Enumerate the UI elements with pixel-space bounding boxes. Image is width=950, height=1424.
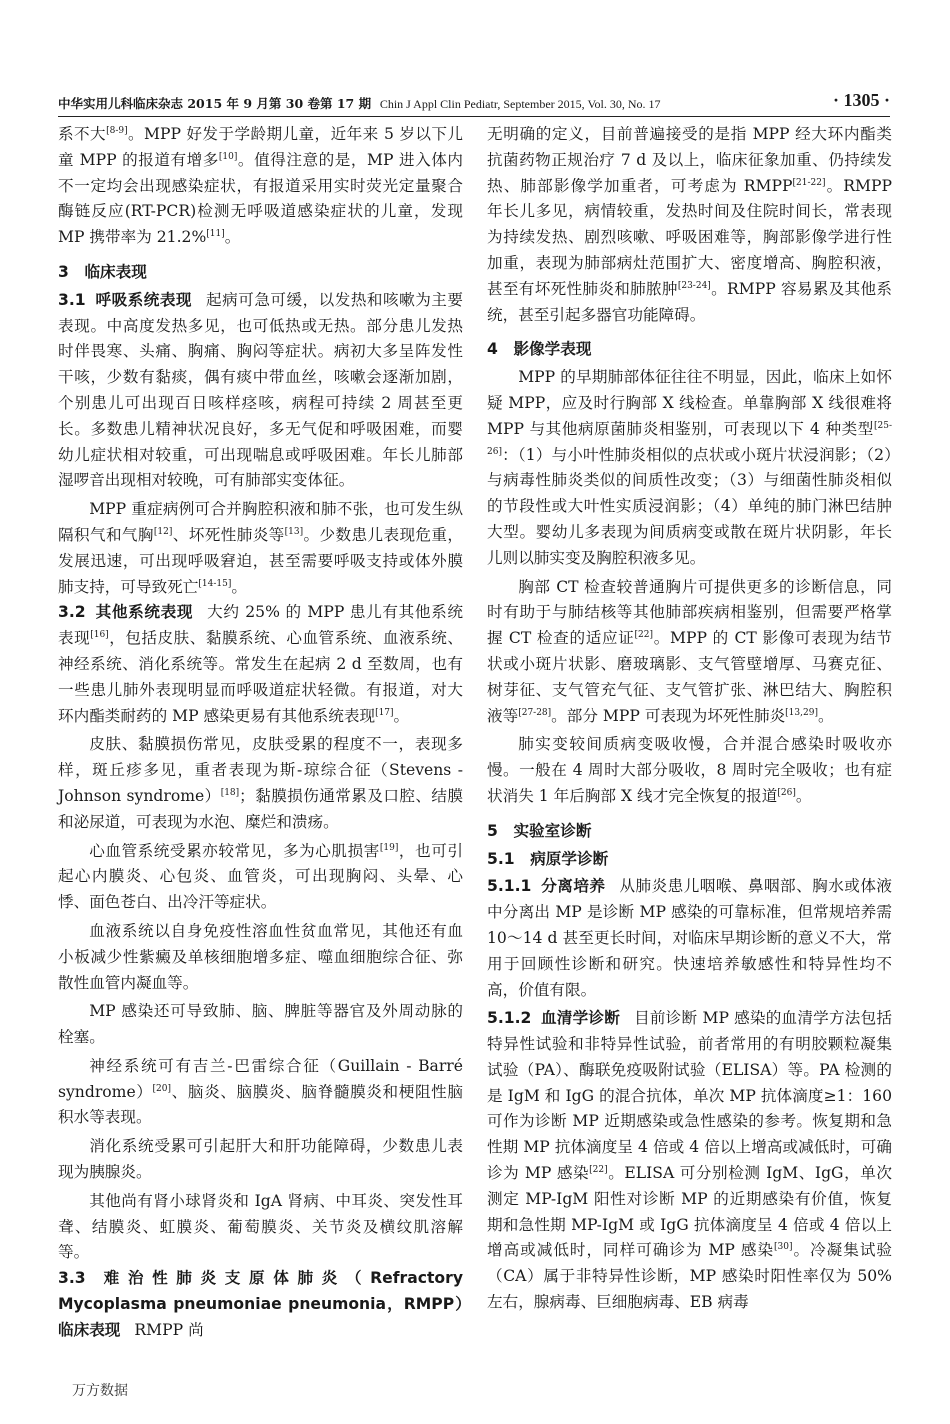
paragraph: 神经系统可有吉兰-巴雷综合征（Guillain - Barré syndrome）[20]、脑炎、脑膜炎、脑脊髓膜炎和梗阻性脑积水等表现。 bbox=[58, 1056, 463, 1127]
paragraph: 皮肤、黏膜损伤常见，皮肤受累的程度不一，表现多样，斑丘疹多见，重者表现为斯-琼综合征（Stevens - Johnson syndrome）[18]；黏膜损伤通常累及口腔、结膜和泌尿道，可表现为水泡、糜烂和溃疡。 bbox=[58, 735, 463, 831]
citation: [22] bbox=[634, 629, 654, 640]
paragraph: MPP 重症病例可合并胸腔积液和肺不张，也可发生纵隔积气和气胸[12]、坏死性肺炎等[13]。少数患儿表现危重，发展迅速，可出现呼吸窘迫，甚至需要呼吸支持或体外膜肺支持，可导致死亡[14-15]。 bbox=[58, 500, 463, 596]
citation: [23-24] bbox=[677, 280, 711, 291]
citation: [20] bbox=[152, 1083, 172, 1094]
section-heading-3: 3 临床表现 bbox=[58, 262, 147, 281]
paragraph: 3.1 呼吸系统表现 起病可急可缓，以发热和咳嗽为主要表现。中高度发热多见，也可低热或无热。部分患儿发热时伴畏寒、头痛、胸痛、胸闷等症状。病初大多呈阵发性干咳，少数有黏痰，偶有痰中带血丝，咳嗽会逐渐加剧，个别患儿可出现百日咳样痉咳，病程可持续 2 周甚至更长。多数患儿精神状况良好，多无气促和呼吸困难，而婴幼儿症状相对较重，可出现喘息或呼吸困难。年长儿肺部湿啰音出现相对较晚，可有肺部实变体征。 bbox=[58, 290, 463, 490]
header-rule bbox=[58, 116, 890, 117]
journal-title-en: Chin J Appl Clin Pediatr, September 2015, Vol. 30, No. 17 bbox=[379, 97, 661, 111]
citation: [14-15] bbox=[198, 578, 232, 589]
paragraph: 心血管系统受累亦较常见，多为心肌损害[19]，也可引起心内膜炎、心包炎、血管炎，可出现胸闷、头晕、心悸、面色苍白、出冷汗等症状。 bbox=[58, 841, 463, 912]
subsection-heading-3-1: 3.1 呼吸系统表现 bbox=[58, 290, 193, 309]
footer-watermark: 万方数据 bbox=[72, 1383, 128, 1399]
citation: [8-9] bbox=[106, 125, 128, 136]
left-column bbox=[58, 122, 463, 1344]
citation: [27-28] bbox=[518, 707, 552, 718]
citation: [12] bbox=[153, 526, 173, 537]
paragraph: 无明确的定义，目前普遍接受的是指 MPP 经大环内酯类抗菌药物正规治疗 7 d 及以上，临床征象加重、仍持续发热、肺部影像学加重者，可考虑为 RMPP[21-22]。RMPP 年长儿多见，病情较重，发热时间及住院时间长，常表现为持续发热、剧烈咳嗽、呼吸困难等，胸部影像学进行性加重，表现为肺部病灶范围扩大、密度增高、胸腔积液，甚至有坏死性肺炎和肺脓肿[23-24]。RMPP 容易累及其他系统，甚至引起多器官功能障碍。 bbox=[487, 125, 892, 324]
paragraph: 消化系统受累可引起肝大和肝功能障碍，少数患儿表现为胰腺炎。 bbox=[58, 1137, 463, 1182]
subsection-heading-3-2: 3.2 其他系统表现 bbox=[58, 603, 194, 622]
paragraph: 3.3 难治性肺炎支原体肺炎（Refractory Mycoplasma pneumoniae pneumonia，RMPP）临床表现 RMPP 尚 bbox=[58, 1269, 463, 1339]
paragraph: 胸部 CT 检查较普通胸片可提供更多的诊断信息，同时有助于与肺结核等其他肺部疾病相鉴别，但需要严格掌握 CT 检查的适应证[22]。MPP 的 CT 影像可表现为结节状或小斑片状影、磨玻璃影、支气管壁增厚、马赛克征、树芽征、支气管充气征、支气管扩张、淋巴结大、胸腔积液等[27-28]。部分 MPP 可表现为坏死性肺炎[13,29]。 bbox=[487, 577, 892, 725]
page-number: · 1305 · bbox=[832, 90, 890, 110]
subsection-heading-5-1-2: 5.1.2 血清学诊断 bbox=[487, 1009, 621, 1028]
paragraph: MP 感染还可导致肺、脑、脾脏等器官及外周动脉的栓塞。 bbox=[58, 1002, 463, 1047]
paragraph: 系不大[8-9]。MPP 好发于学龄期儿童，近年来 5 岁以下儿童 MPP 的报道有增多[10]。值得注意的是，MP 进入体内不一定均会出现感染症状，有报道采用实时荧光定量聚合酶链反应(RT-PCR)检测无呼吸道感染症状的儿童，发现 MP 携带率为 21.2%[11]。 bbox=[58, 125, 463, 247]
citation: [19] bbox=[379, 842, 399, 853]
citation: [18] bbox=[220, 787, 240, 798]
subsection-heading-3-3: 3.3 难治性肺炎支原体肺炎（Refractory Mycoplasma pneumoniae pneumonia，RMPP）临床表现 bbox=[58, 1269, 463, 1339]
citation: [25-26] bbox=[487, 420, 892, 457]
paragraph: 5.1.1 分离培养 从肺炎患儿咽喉、鼻咽部、胸水或体液中分离出 MP 是诊断 MP 感染的可靠标准，但常规培养需 10～14 d 甚至更长时间，对临床早期诊断的意义不大，常用于回顾性诊断和研究。快速培养敏感性和特异性均不高，价值有限。 bbox=[487, 877, 892, 999]
paragraph: 3.2 其他系统表现 大约 25% 的 MPP 患儿有其他系统表现[16]，包括皮肤、黏膜系统、心血管系统、血液系统、神经系统、消化系统等。常发生在起病 2 d 至数周，也有一些患儿肺外表现明显而呼吸道症状轻微。有报道，对大环内酯类耐药的 MP 感染更易有其他系统表现[17]。 bbox=[58, 603, 463, 725]
citation: [22] bbox=[589, 1164, 608, 1175]
citation: [13,29] bbox=[785, 707, 818, 718]
paragraph: 其他尚有肾小球肾炎和 IgA 肾病、中耳炎、突发性耳聋、结膜炎、虹膜炎、葡萄膜炎、关节炎及横纹肌溶解等。 bbox=[58, 1191, 463, 1262]
citation: [30] bbox=[774, 1242, 793, 1253]
citation: [26] bbox=[777, 787, 796, 798]
subsection-heading-5-1-1: 5.1.1 分离培养 bbox=[487, 877, 606, 896]
subsection-heading-5-1: 5.1 病原学诊断 bbox=[487, 849, 609, 868]
paragraph: 血液系统以自身免疫性溶血性贫血常见，其他还有血小板减少性紫癜及单核细胞增多症、噬血细胞综合征、弥散性血管内凝血等。 bbox=[58, 921, 463, 992]
citation: [17] bbox=[375, 707, 394, 718]
paragraph: 5.1.2 血清学诊断 目前诊断 MP 感染的血清学方法包括特异性试验和非特异性试验，前者常用的有明胶颗粒凝集试验（PA）、酶联免疫吸附试验（ELISA）等。PA 检测的是 IgM 和 IgG 的混合抗体，单次 MP 抗体滴度≥1：160 可作为诊断 MP 近期感染或急性感染的参考。恢复期和急性期 MP 抗体滴度呈 4 倍或 4 倍以上增高或减低时，可确诊为 MP 感染[22]。ELISA 可分别检测 IgM、IgG，单次测定 MP-IgM 阳性对诊断 MP 的近期感染有价值，恢复期和急性期 MP-IgM 或 IgG 抗体滴度呈 4 倍或 4 倍以上增高或减低时，同样可确诊为 MP 感染[30]。冷凝集试验（CA）属于非特异性诊断，MP 感染时阳性率仅为 50% 左右，腺病毒、巨细胞病毒、EB 病毒 bbox=[487, 1009, 892, 1312]
citation: [21-22] bbox=[792, 177, 826, 188]
journal-title: 中华实用儿科临床杂志 2015 年 9 月第 30 卷第 17 期 Chin J Appl Clin Pediatr, September 2015, Vol. 30, No. 17 bbox=[58, 96, 661, 111]
citation: [10] bbox=[218, 151, 238, 162]
paragraph: 肺实变较间质病变吸收慢，合并混合感染时吸收亦慢。一般在 4 周时大部分吸收，8 周时完全吸收；也有症状消失 1 年后胸部 X 线才完全恢复的报道[26]。 bbox=[487, 735, 892, 805]
right-column bbox=[487, 122, 892, 1316]
section-heading-4: 4 影像学表现 bbox=[487, 340, 592, 359]
citation: [11] bbox=[206, 229, 225, 239]
section-heading-5: 5 实验室诊断 bbox=[487, 821, 592, 840]
citation: [13] bbox=[284, 526, 304, 537]
running-header bbox=[58, 90, 890, 112]
paragraph: MPP 的早期肺部体征往往不明显，因此，临床上如怀疑 MPP，应及时行胸部 X 线检查。单靠胸部 X 线很难将 MPP 与其他病原菌肺炎相鉴别，可表现以下 4 种类型[25-26]：（1）与小叶性肺炎相似的点状或小斑片状浸润影；（2）与病毒性肺炎类似的间质性改变；（3）与细菌性肺炎相似的节段性或大叶性实质浸润影；（4）单纯的肺门淋巴结肿大型。婴幼儿多表现为间质病变或散在斑片状阴影，年长儿则以肺实变及胸腔积液多见。 bbox=[487, 368, 892, 567]
citation: [16] bbox=[90, 629, 109, 640]
